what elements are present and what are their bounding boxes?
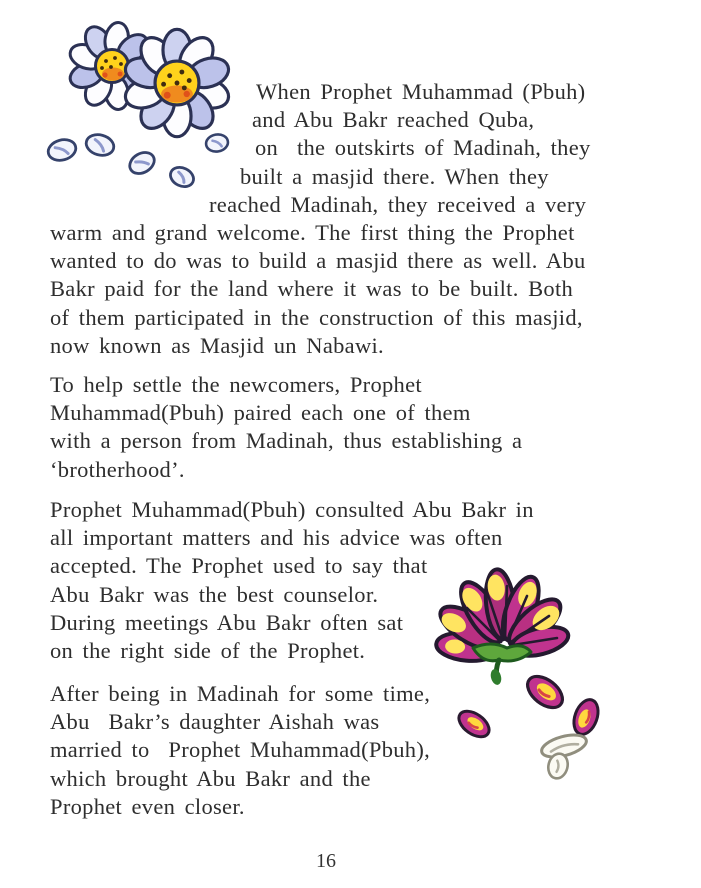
text-line: During meetings Abu Bakr often sat bbox=[50, 609, 404, 635]
page-number: 16 bbox=[316, 850, 336, 872]
text-line: Abu Bakr was the best counselor. bbox=[50, 581, 379, 607]
text-line: wanted to do was to build a masjid there as well. Abu bbox=[50, 248, 586, 274]
text-line: on the right side of the Prophet. bbox=[50, 638, 366, 664]
flower-leaves bbox=[473, 644, 531, 686]
text-line: ‘brotherhood’. bbox=[50, 456, 185, 482]
paragraph-1 bbox=[0, 78, 701, 360]
text-line: warm and grand welcome. The first thing the Prophet bbox=[50, 220, 575, 246]
text-line: now known as Masjid un Nabawi. bbox=[50, 332, 384, 358]
text-line: married to Prophet Muhammad(Pbuh), bbox=[50, 737, 431, 763]
text-line: After being in Madinah for some time, bbox=[50, 681, 431, 706]
text-line: Prophet even closer. bbox=[50, 793, 245, 819]
text-line: Abu Bakr’s daughter Aishah was bbox=[50, 709, 380, 735]
text-line: which brought Abu Bakr and the bbox=[50, 765, 371, 791]
text-line: reached Madinah, they received a very bbox=[209, 191, 587, 217]
text-line: Muhammad(Pbuh) paired each one of them bbox=[50, 400, 471, 426]
falling-petals bbox=[454, 670, 602, 780]
pink-flower-illustration bbox=[433, 560, 608, 782]
text-line: all important matters and his advice was often bbox=[50, 525, 503, 551]
text-line: and Abu Bakr reached Quba, bbox=[252, 107, 535, 133]
text-line: on the outskirts of Madinah, they bbox=[255, 135, 591, 161]
text-line: When Prophet Muhammad (Pbuh) bbox=[256, 79, 586, 104]
paragraph-2 bbox=[50, 371, 690, 484]
text-line: accepted. The Prophet used to say that bbox=[50, 553, 428, 579]
text-line: of them participated in the construction of this masjid, bbox=[50, 304, 583, 330]
text-line: Prophet Muhammad(Pbuh) consulted Abu Bakr in bbox=[50, 497, 534, 522]
text-line: Bakr paid for the land where it was to be built. Both bbox=[50, 276, 574, 302]
text-line: with a person from Madinah, thus establishing a bbox=[50, 428, 523, 454]
text-line: To help settle the newcomers, Prophet bbox=[50, 372, 422, 397]
text-line: built a masjid there. When they bbox=[240, 163, 549, 189]
